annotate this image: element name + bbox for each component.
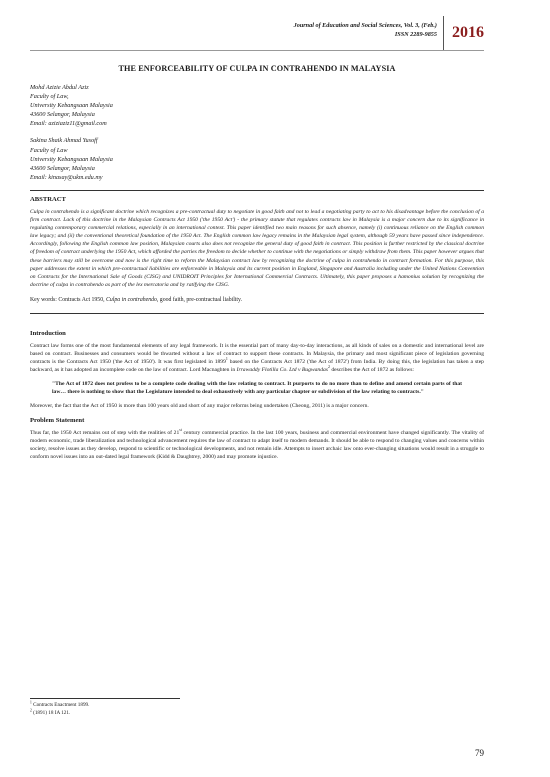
author-name: Mohd Azizie Abdul Aziz [30, 84, 89, 91]
introduction-paragraph: Moreover, the fact that the Act of 1950 is more than 100 years old and short of any major reforms being undertaken (Cheong, 2011) is a major concern. [30, 403, 369, 410]
author-email[interactable]: Email: kinasay@ukm.edu.my [30, 173, 103, 181]
footnote-number: 1 [30, 700, 32, 705]
abstract-text: Culpa in contrahendo is a significant doctrine which recognizes a pre-contractual duty to negotiate in good faith and not to lead a negotiating party to act to his disadvantage before the conclusion of a firm contract. Lack of this doctrine in the Malaysian Contracts Act 1950 ('the 1950 Act') - the primary statute that regulates contracts law in Malaysia is a major concern due to its significance in regulating contemporary commercial relations, especially in an international context. This paper identified two main reasons for such absence, namely (i) continuous reliance on the English common law legacy; and (ii) the conventional theoretical foundation of the 1950 Act. The English common law legacy remains in the Malaysian legal system, although 59 years have passed since independence. Accordingly, following the English common law position, Malaysian courts also does not recognize the general duty of good faith in contract. This position is further restricted by the classical doctrine of freedom of contract underlying the 1950 Act, which afforded the parties the freedom to decide whether to continue with the negotiations or simply withdraw from them. This paper however argues that these barriers may still be overcome and now is the right time to reform the Malaysian contract law by recognizing the doctrine of culpa in contrahendo in contract formation. For this purpose, this paper addresses the extent in which pre-contractual liabilities are enforceable in Malaysia and its current position in England, Singapore and Australia including under the United Nations Convention on Contracts for the International Sale of Goods (CISG) and UNIDROIT Principles for International Commercial Contracts. Ultimately, this paper proposes a hamonius solution by recognizing the doctrine of culpa in contrahendo as part of the lex mercatoria and by ratifying the CISG. [30, 208, 484, 288]
author-address: 43600 Selangor, Malaysia [30, 164, 95, 172]
footnote-text: Contracts Enactment 1899. [31, 702, 90, 708]
journal-year: 2016 [443, 16, 484, 50]
author-block [30, 136, 484, 181]
author-affiliation: Faculty of Law, [30, 93, 69, 101]
ordinal-suffix: st [179, 427, 182, 432]
footnote [30, 707, 89, 718]
abstract-top-divider [30, 190, 484, 191]
abstract-heading: ABSTRACT [30, 195, 66, 203]
author-affiliation: Faculty of Law [30, 146, 68, 154]
author-address: 43600 Selangor, Malaysia [30, 111, 95, 119]
footnote [30, 702, 89, 710]
article-title: THE ENFORCEABILITY OF CULPA IN CONTRAHENDO IN MALAYSIA [118, 64, 396, 73]
running-header [294, 16, 484, 50]
problem-statement-heading: Problem Statement [30, 416, 85, 424]
problem-text: century commercial practice. In the last 100 years, business and commercial environment have changed significantly. The vitality of modern economic, trade liberalization and technological advancement requires the law of contract to adapt itself to modern demands. It should be able to respond to changing values and concerns within society, resolve issues as they develop, respond to scientific or technological developments, and not remain idle. Attempts to insert archaic law onto ever-changing situations would result in a struggle to conform novel issues into an out-dated legal framework (Kidd & Daughtrey, 2000) and may promote injustice. [30, 429, 484, 460]
footnote-text: (1891) 18 IA 121. [31, 709, 71, 716]
intro-text: Contract law forms one of the most fundamental elements of any legal framework. It is the essential part of many day-to-day interactions, as all kinds of sales on a domestic and international level are based on contract. Businesses and consumers would be thwarted without a law of contract to support these contracts. In Malaysia, the primary and most significant piece of legislation governing contracts is the Contracts Act 1950 ('the Act of 1950'). It was first legislated in 1899 [30, 342, 484, 366]
abstract-bottom-divider [30, 313, 484, 314]
intro-text: describes the Act of 1872 as follows: [329, 367, 414, 374]
author-university: University Kebangsaan Malaysia [30, 102, 113, 110]
case-name: Irrawaddy Flotilla Co. Ltd v Bugwandas [236, 367, 328, 374]
article-content [30, 64, 484, 467]
intro-text: based on the Contracts Act 1872 ('the Act of 1872') from India. By doing this, the legislation has taken a step backward, as it has adopted an incomplete code on the law of contract. Lord Macnaghten in [30, 359, 484, 374]
footnote-number: 2 [30, 707, 32, 712]
keywords-emphasis: Culpa in contrahendo [106, 296, 157, 303]
problem-text: Thus far, the 1950 Act remains out of step with the realities of 21 [30, 429, 180, 436]
footnotes [30, 702, 89, 717]
journal-issn: ISSN 2289-9855 [394, 31, 437, 38]
footnote-divider [30, 698, 180, 699]
problem-statement-paragraph [30, 429, 484, 461]
keywords-label: Key words: [30, 296, 57, 303]
footnote-ref[interactable]: 2 [327, 365, 330, 370]
keywords-part: Contracts Act 1950, [58, 296, 105, 303]
journal-name: Journal of Education and Social Sciences, Vol. 3, (Feb.) [293, 22, 437, 29]
author-list [30, 83, 484, 182]
keywords [30, 296, 484, 304]
author-email[interactable]: Email: aziziaziz11@gmail.com [30, 120, 107, 128]
keywords-part: , good faith, pre-contractual liability. [156, 296, 243, 303]
footnote-ref[interactable]: 1 [225, 357, 228, 362]
header-divider [30, 50, 484, 51]
author-name: Sakina Shaik Ahmad Yusoff [30, 137, 98, 145]
introduction-heading: Introduction [30, 329, 66, 337]
page-number: 79 [475, 748, 484, 758]
block-quote: "The Act of 1872 does not profess to be a complete code dealing with the law relating to contract. It purports to do no more than to define and amend certain parts of that law… there is nothing to show that the Legislature intended to deal exhaustively with any particular chapter or subdivision of the law relating to contracts." [52, 381, 462, 396]
author-block [30, 83, 484, 128]
introduction-paragraph [30, 342, 484, 374]
author-university: University Kebangsaan Malaysia [30, 155, 113, 163]
journal-info [294, 16, 443, 50]
